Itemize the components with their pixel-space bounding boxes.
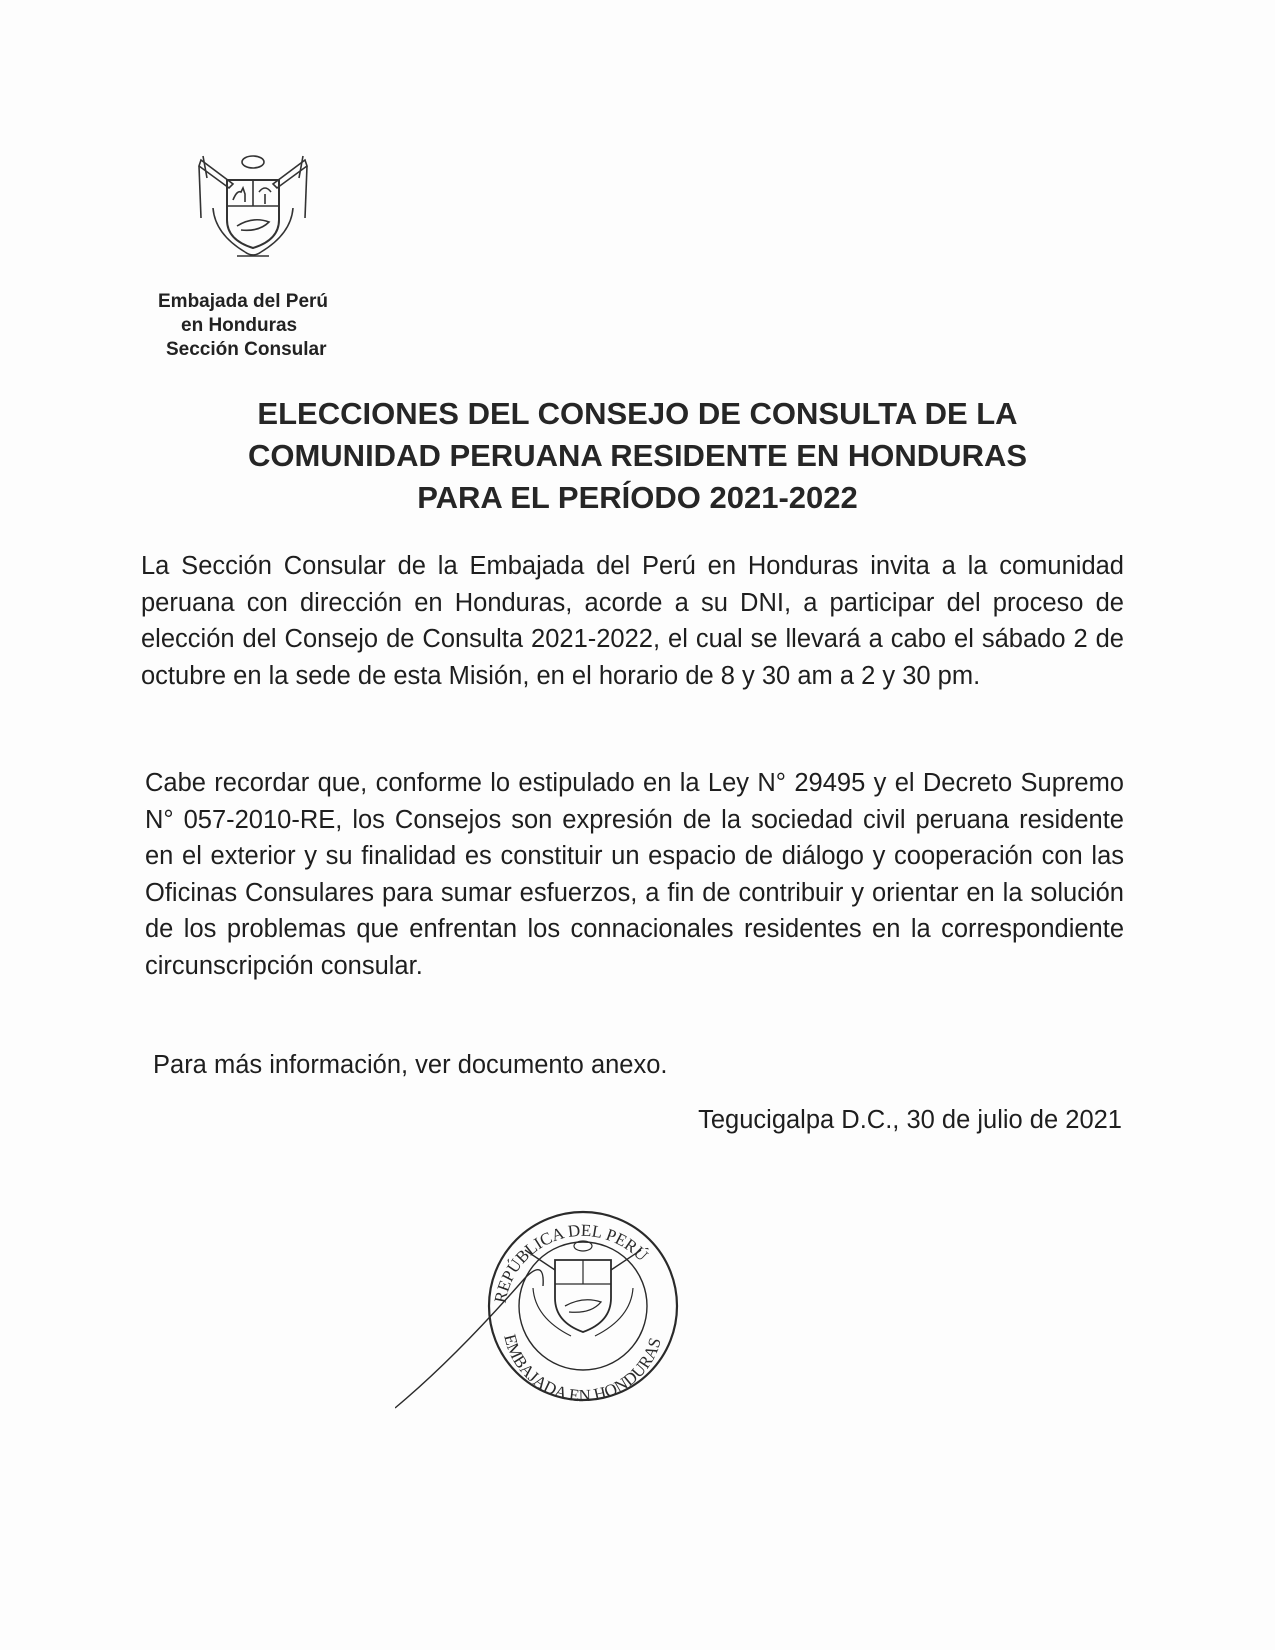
document-title [150, 393, 1125, 519]
letterhead-section: Sección Consular [166, 339, 327, 360]
more-info-paragraph: Para más información, ver documento anexo. [153, 1051, 668, 1079]
letterhead-country: en Honduras [181, 315, 298, 336]
svg-text:EMBAJADA EN HONDURAS [500, 1332, 665, 1405]
embassy-seal-icon [395, 1198, 715, 1413]
title-line-2: COMUNIDAD PERUANA RESIDENTE EN HONDURAS [247, 438, 1028, 473]
seal-top-text: REPÚBLICA DEL PERÚ [490, 1220, 652, 1305]
title-line-3: PARA EL PERÍODO 2021-2022 [417, 480, 858, 515]
invitation-paragraph: La Sección Consular de la Embajada del Perú en Honduras invita a la comunidad peruana con dirección en Honduras, acorde a su DNI, a participar del proceso de elección del Consejo de Consulta 2021-2022, el cual se llevará a cabo el sábado 2 de octubre en la sede de esta Misión, en el horario de 8 y 30 am a 2 y 30 pm. [141, 552, 1124, 690]
letterhead-embassy: Embajada del Perú [158, 291, 329, 312]
place-date: Tegucigalpa D.C., 30 de julio de 2021 [698, 1106, 1122, 1134]
letterhead [140, 290, 370, 362]
seal-bottom-text: EMBAJADA EN HONDURAS [500, 1332, 665, 1406]
legal-context-paragraph: Cabe recordar que, conforme lo estipulado en la Ley N° 29495 y el Decreto Supremo N° 057-2010-RE, los Consejos son expresión de la sociedad civil peruana residente en el exterior y su finalidad es constituir un espacio de diálogo y cooperación con las Oficinas Consulares para sumar esfuerzos, a fin de contribuir y orientar en la solución de los problemas que enfrentan los connacionales residentes en la correspondiente circunscripción consular. [145, 769, 1124, 980]
svg-text:REPÚBLICA DEL PERÚ [491, 1221, 652, 1305]
title-line-1: ELECCIONES DEL CONSEJO DE CONSULTA DE LA [257, 396, 1018, 431]
peru-coat-of-arms-icon [193, 148, 313, 268]
